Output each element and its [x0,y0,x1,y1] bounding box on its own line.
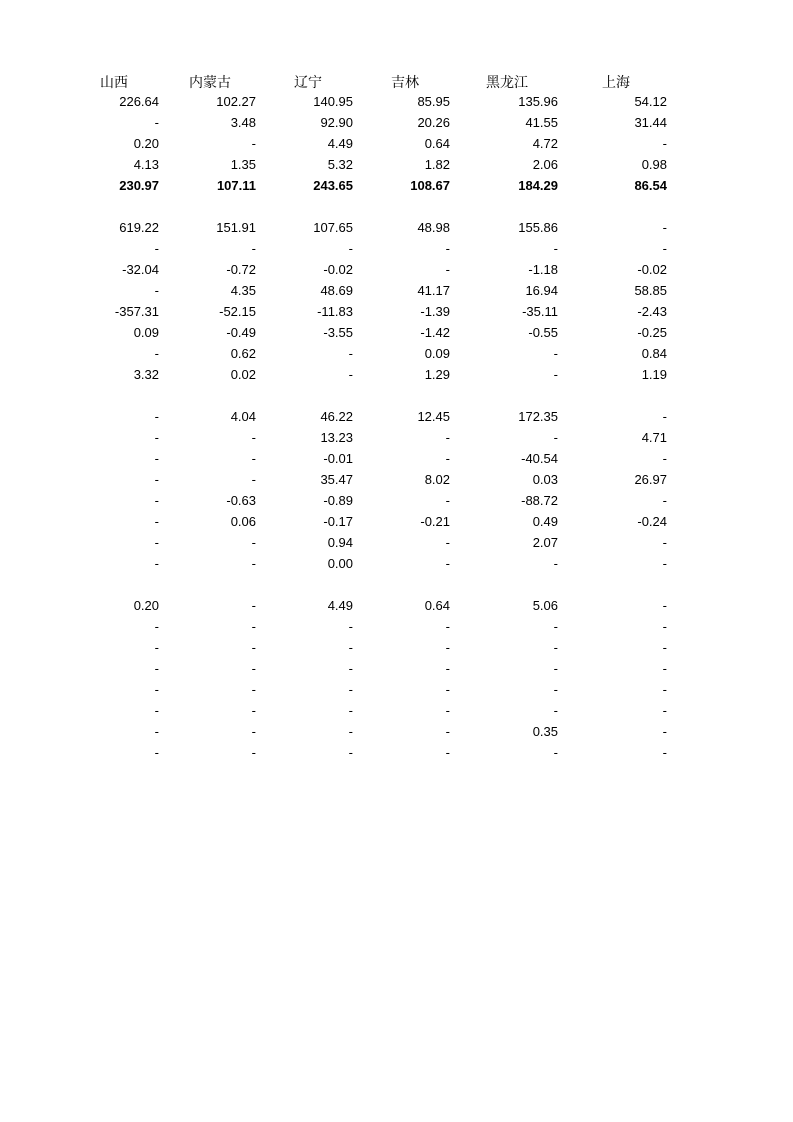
table-cell: 5.06 [532,598,558,613]
table-cell: 20.26 [417,115,450,130]
table-cell: - [553,682,558,697]
table-cell: 13.23 [320,430,353,445]
table-cell: - [445,535,450,550]
table-cell: -0.49 [226,325,256,340]
table-cell: - [662,451,667,466]
table-cell: - [154,451,159,466]
table-cell: -0.17 [323,514,353,529]
table-cell: - [251,241,256,256]
table-cell: -32.04 [122,262,159,277]
table-cell: 1.29 [424,367,450,382]
table-cell: - [662,598,667,613]
table-cell: - [662,220,667,235]
table-cell: 4.72 [532,136,558,151]
column-header-shanxi: 山西 [100,74,128,90]
table-cell: - [348,703,353,718]
table-cell: - [662,619,667,634]
table-cell: -2.43 [637,304,667,319]
table-cell: - [348,367,353,382]
table-cell: - [251,535,256,550]
table-cell: -0.02 [637,262,667,277]
table-cell: 0.64 [424,136,450,151]
table-row [0,406,793,427]
table-cell: - [662,703,667,718]
table-cell: 26.97 [634,472,667,487]
table-cell: - [553,640,558,655]
table-cell: 1.19 [641,367,667,382]
table-cell: 0.02 [230,367,256,382]
table-cell: -1.18 [528,262,558,277]
table-cell: 35.47 [320,472,353,487]
table-cell: - [154,703,159,718]
table-cell: 155.86 [518,220,558,235]
table-row [0,511,793,532]
table-cell: - [154,115,159,130]
table-cell: -3.55 [323,325,353,340]
table-cell: 31.44 [634,115,667,130]
table-cell: 140.95 [313,94,353,109]
table-cell: - [445,241,450,256]
table-cell: 4.13 [133,157,159,172]
table-cell: -0.01 [323,451,353,466]
table-row [0,448,793,469]
table-cell: 1.35 [230,157,256,172]
table-cell: 2.06 [532,157,558,172]
table-cell: 85.95 [417,94,450,109]
table-cell: 0.64 [424,598,450,613]
table-cell: - [154,241,159,256]
table-row [0,595,793,616]
table-cell: 0.20 [133,136,159,151]
table-row [0,301,793,322]
table-row [0,427,793,448]
table-cell: - [445,451,450,466]
table-cell: 92.90 [320,115,353,130]
table-cell: 0.94 [327,535,353,550]
table-cell: - [348,745,353,760]
table-cell: - [348,640,353,655]
table-cell: 107.11 [216,178,256,193]
column-header-jilin: 吉林 [391,74,419,90]
column-header-liaoning: 辽宁 [294,74,322,90]
table-cell: -0.55 [528,325,558,340]
table-cell: - [154,472,159,487]
table-cell: -0.02 [323,262,353,277]
column-header-neimenggu: 内蒙古 [189,74,231,90]
table-cell: 4.49 [327,598,353,613]
table-cell: - [348,241,353,256]
table-row [0,721,793,742]
table-cell: - [348,682,353,697]
table-cell: - [251,451,256,466]
table-cell: 102.27 [216,94,256,109]
table-cell: - [553,430,558,445]
table-cell: - [251,745,256,760]
table-row [0,490,793,511]
table-cell: -11.83 [317,304,353,319]
table-cell: - [662,640,667,655]
table-cell: -52.15 [219,304,256,319]
table-cell: - [154,745,159,760]
table-cell: - [445,619,450,634]
table-cell: - [154,493,159,508]
table-cell: 0.35 [532,724,558,739]
table-cell: 58.85 [634,283,667,298]
table-cell: 107.65 [313,220,353,235]
table-row [0,700,793,721]
table-row [0,658,793,679]
table-cell: 135.96 [518,94,558,109]
table-cell: - [251,640,256,655]
table-cell: - [348,661,353,676]
column-header-heilongjiang: 黑龙江 [486,74,528,90]
table-cell: 16.94 [525,283,558,298]
table-cell: 0.09 [424,346,450,361]
table-cell: - [251,682,256,697]
table-row [0,238,793,259]
table-cell: - [154,514,159,529]
table-cell: 108.67 [410,178,450,193]
table-cell: -88.72 [521,493,558,508]
table-cell: - [662,556,667,571]
table-cell: - [251,661,256,676]
table-row [0,364,793,385]
table-cell: - [662,724,667,739]
table-cell: - [348,724,353,739]
table-cell: - [251,703,256,718]
table-row [0,259,793,280]
table-cell: 184.29 [518,178,558,193]
table-row [0,322,793,343]
table-cell: 0.98 [641,157,667,172]
table-cell: -0.25 [637,325,667,340]
table-cell: -1.39 [420,304,450,319]
table-row [0,469,793,490]
table-cell: 8.02 [424,472,450,487]
table-cell: 4.04 [230,409,256,424]
table-cell: -0.21 [420,514,450,529]
table-cell: - [445,556,450,571]
table-cell: 0.03 [532,472,558,487]
table-row [0,532,793,553]
table-cell: - [553,367,558,382]
table-row [0,133,793,154]
table-cell: - [662,241,667,256]
table-cell: 0.06 [230,514,256,529]
table-cell: 3.48 [230,115,256,130]
table-cell: 4.49 [327,136,353,151]
table-cell: 1.82 [424,157,450,172]
table-row [0,343,793,364]
table-cell: 48.98 [417,220,450,235]
table-cell: -40.54 [521,451,558,466]
table-row [0,154,793,175]
table-cell: - [445,724,450,739]
table-cell: 619.22 [119,220,159,235]
table-cell: -0.24 [637,514,667,529]
table-row-total [0,175,793,196]
table-cell: - [553,661,558,676]
table-cell: - [154,283,159,298]
table-cell: -35.11 [522,304,558,319]
table-cell: - [553,241,558,256]
table-cell: - [553,703,558,718]
table-cell: - [251,136,256,151]
table-cell: - [662,661,667,676]
table-cell: - [251,724,256,739]
table-cell: - [251,598,256,613]
table-cell: - [662,535,667,550]
table-cell: - [445,262,450,277]
table-cell: 46.22 [320,409,353,424]
table-cell: - [553,619,558,634]
table-row [0,553,793,574]
table-cell: 12.45 [417,409,450,424]
table-cell: - [662,493,667,508]
table-cell: - [662,682,667,697]
table-cell: - [154,535,159,550]
table-cell: - [154,346,159,361]
table-cell: 41.55 [525,115,558,130]
table-cell: 4.71 [641,430,667,445]
table-cell: - [154,409,159,424]
table-row [0,217,793,238]
table-cell: 3.32 [133,367,159,382]
table-cell: - [154,619,159,634]
table-cell: - [154,640,159,655]
table-cell: 0.62 [230,346,256,361]
table-cell: 2.07 [532,535,558,550]
table-cell: 243.65 [313,178,353,193]
table-cell: - [445,640,450,655]
table-cell: - [154,661,159,676]
table-row [0,616,793,637]
table-cell: 226.64 [119,94,159,109]
table-cell: 5.32 [327,157,353,172]
table-cell: - [445,430,450,445]
table-row [0,742,793,763]
table-cell: 48.69 [320,283,353,298]
column-header-shanghai: 上海 [602,74,630,90]
table-cell: - [251,556,256,571]
table-cell: -357.31 [114,304,159,319]
table-cell: - [154,724,159,739]
table-cell: - [662,136,667,151]
table-cell: 151.91 [216,220,256,235]
table-cell: - [251,430,256,445]
table-cell: 4.35 [230,283,256,298]
table-cell: 41.17 [417,283,450,298]
table-row [0,91,793,112]
table-cell: -0.63 [226,493,256,508]
table-cell: 0.00 [327,556,353,571]
table-cell: -0.89 [323,493,353,508]
table-row [0,280,793,301]
table-cell: - [445,682,450,697]
table-cell: 54.12 [634,94,667,109]
table-cell: - [662,745,667,760]
table-cell: - [662,409,667,424]
table-cell: - [154,556,159,571]
table-cell: 172.35 [518,409,558,424]
table-cell: 86.54 [634,178,667,193]
table-cell: - [251,472,256,487]
table-cell: - [445,745,450,760]
table-cell: -1.42 [420,325,450,340]
table-cell: - [553,745,558,760]
table-cell: - [445,703,450,718]
table-cell: 0.84 [641,346,667,361]
table-cell: - [251,619,256,634]
table-cell: - [445,661,450,676]
table-cell: - [348,619,353,634]
table-cell: - [154,682,159,697]
table-row [0,679,793,700]
table-cell: 0.20 [133,598,159,613]
table-cell: -0.72 [226,262,256,277]
table-row [0,112,793,133]
table-cell: - [553,346,558,361]
table-cell: - [154,430,159,445]
table-cell: - [553,556,558,571]
table-cell: 230.97 [119,178,159,193]
table-row [0,637,793,658]
table-cell: - [348,346,353,361]
table-cell: - [445,493,450,508]
table-cell: 0.09 [133,325,159,340]
table-cell: 0.49 [532,514,558,529]
